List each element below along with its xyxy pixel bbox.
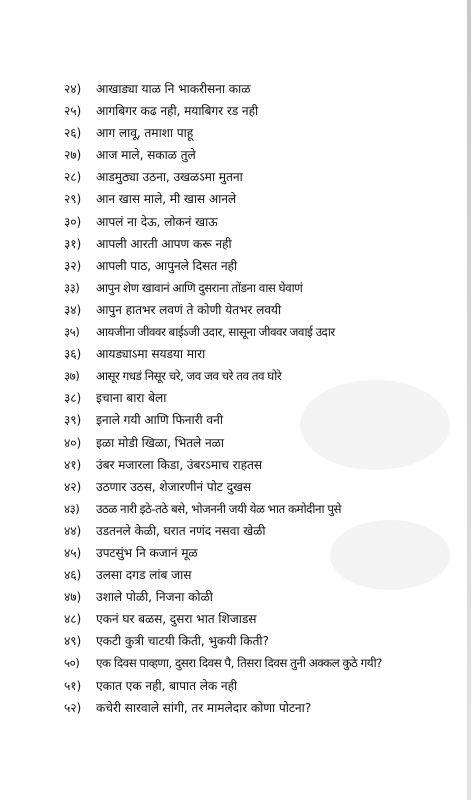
proverb-number: ३०) (64, 214, 82, 229)
proverb-item (64, 542, 464, 564)
proverb-number: २६) (64, 126, 82, 141)
proverb-item (64, 343, 464, 365)
proverb-number: ३९) (64, 413, 82, 428)
proverb-number: ३३) (64, 280, 80, 295)
proverb-number: २७) (64, 148, 82, 163)
proverb-number: ३७) (64, 369, 80, 384)
proverb-item (64, 255, 464, 277)
proverb-item (64, 586, 464, 608)
proverb-number: ५१) (64, 678, 82, 693)
proverb-number: ४९) (64, 634, 82, 649)
proverb-item (64, 277, 464, 299)
proverb-item (64, 166, 464, 188)
proverb-number: २५) (64, 104, 82, 119)
proverb-number: ४०) (64, 435, 82, 450)
proverb-item (64, 409, 464, 431)
proverb-number: ३४) (64, 302, 82, 317)
proverb-number: ४५) (64, 545, 82, 560)
proverb-item (64, 564, 464, 586)
proverb-number: ३८) (64, 391, 82, 406)
proverb-text: उठणार उठस, शेजारणीनं पोट दुखस (96, 479, 251, 494)
proverb-number: २९) (64, 192, 82, 207)
proverb-text: आयजीना जीववर बाईऽजी उदार, सासूना जीववर जवाई उदार (96, 325, 335, 340)
proverb-item (64, 365, 464, 387)
proverb-text: इळा मोडी खिळा, भितले नळा (96, 435, 224, 450)
proverb-text: आगबिगर कढ नही, मयाबिगर रड नही (96, 104, 259, 119)
proverb-text: आज माले, सकाळ तुले (96, 148, 196, 163)
proverb-item (64, 476, 464, 498)
proverb-text: आपलं ना देऊ, लोकनं खाऊ (96, 214, 218, 229)
proverb-item (64, 233, 464, 255)
proverb-text: आखाड्या याळ नि भाकरीसना काळ (96, 82, 251, 96)
proverb-item (64, 211, 464, 233)
proverb-item (64, 100, 464, 122)
proverb-text: एकात एक नही, बापात लेक नही (96, 678, 238, 693)
proverb-text: उडतनले केळी, घरात नणंद नसवा खेळी (96, 523, 266, 538)
proverb-text: आपुन शेण खावानं आणि दुसराना तोंडना वास घेवाणं (96, 280, 303, 295)
proverb-item (64, 387, 464, 409)
proverb-item (64, 520, 464, 542)
proverb-text: उलसा दगड लांब जास (96, 568, 192, 583)
proverb-text: इचाना बारा बेला (96, 391, 167, 406)
proverb-text: उपटसुंभ नि कजानं मूळ (96, 545, 198, 560)
proverb-text: एकनं घर बळस, दुसरा भात शिजाडस (96, 612, 257, 627)
proverb-item (64, 498, 464, 520)
proverb-item (64, 432, 464, 454)
proverb-item (64, 144, 464, 166)
proverb-number: ४२) (64, 479, 82, 494)
proverb-number: ४६) (64, 568, 82, 583)
proverb-item (64, 608, 464, 630)
proverb-number: ४४) (64, 523, 82, 538)
proverb-text: उशाले पोळी, निजना कोळी (96, 590, 213, 605)
proverb-number: ५०) (64, 656, 80, 671)
proverb-number: ४३) (64, 501, 80, 516)
proverb-number: ४७) (64, 590, 82, 605)
proverb-text: आसूर गधडं निसूर चरे, जव जव चरे तव तव घोरे (96, 369, 282, 384)
proverb-item (64, 675, 464, 697)
proverb-number: ३५) (64, 325, 80, 340)
proverb-text: आडमुठ्या उठना, उखळऽमा मुतना (96, 170, 243, 185)
proverb-item (64, 299, 464, 321)
proverb-text: उंबर मजारला किडा, उंबरऽमाच राहतस (96, 457, 262, 472)
proverb-text: आयड्याऽमा सयडया मारा (96, 347, 206, 362)
proverb-item (64, 630, 464, 652)
proverb-text: आपली पाठ, आपुनले दिसत नही (96, 258, 238, 273)
proverb-item (64, 652, 464, 674)
proverb-number: ४१) (64, 457, 82, 472)
proverb-text: आग लावू, तमाशा पाहू (96, 126, 194, 141)
proverb-number: ३१) (64, 236, 82, 251)
proverb-text: आपुन हातभर लवणं ते कोणी येतभर लवयी (96, 302, 282, 317)
proverb-item (64, 188, 464, 210)
proverb-text: एक दिवस पाव्हणा, दुसरा दिवस पै, तिसरा दिवस तुनी अक्कल कुठे गयी? (96, 656, 382, 671)
proverb-item (64, 321, 464, 343)
proverb-number: ३२) (64, 258, 82, 273)
proverb-number: ४८) (64, 612, 82, 627)
proverb-item (64, 78, 464, 100)
proverb-number: २४) (64, 82, 82, 96)
proverb-text: आन खास माले, मी खास आनले (96, 192, 237, 207)
proverb-item (64, 697, 464, 719)
proverb-text: इनाले गयी आणि फिनारी वनी (96, 413, 223, 428)
proverb-text: आपली आरती आपण करू नही (96, 236, 232, 251)
proverb-text: कचेरी सारवाले सांगी, तर मामलेदार कोणा पोटना? (96, 700, 312, 715)
proverb-number: २८) (64, 170, 82, 185)
proverb-text: उठळ नारी इठे-तठे बसे, भोजननी जयी येळ भात कमोदीना पुसे (96, 501, 342, 516)
proverb-number: ३६) (64, 347, 82, 362)
proverb-list (64, 78, 464, 719)
proverb-item (64, 122, 464, 144)
proverb-text: एकटी कुत्री चाटयी किती, भुकयी किती? (96, 634, 269, 649)
proverb-number: ५२) (64, 700, 82, 715)
proverb-item (64, 454, 464, 476)
